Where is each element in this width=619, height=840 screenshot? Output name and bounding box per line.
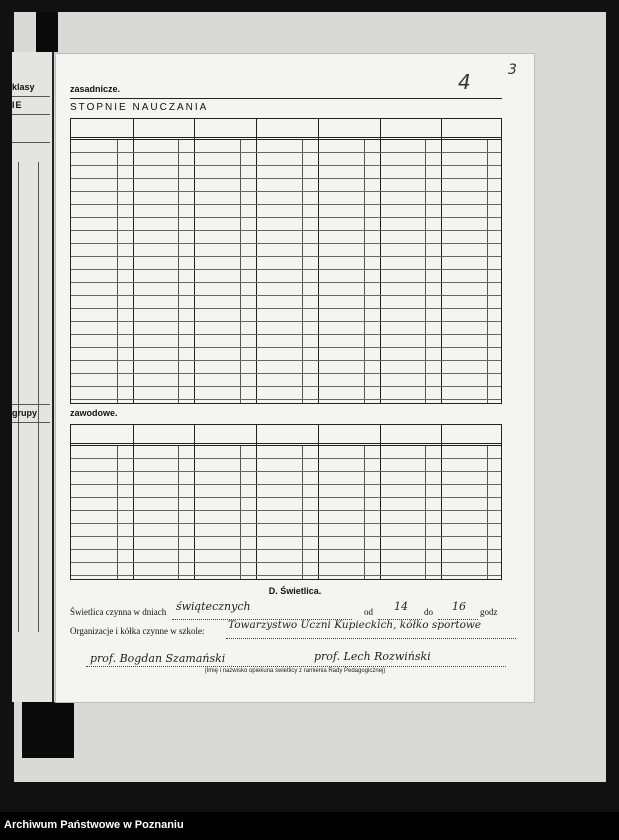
- grid-subcolumn-line: [302, 445, 303, 579]
- grid-row-line: [71, 295, 501, 296]
- grid-row-line: [71, 399, 501, 400]
- left-strip-vrule: [18, 162, 19, 632]
- grid-subcolumn-line: [240, 445, 241, 579]
- from-label: od: [364, 607, 373, 617]
- grid-row-line: [71, 282, 501, 283]
- grid-row-line: [71, 484, 501, 485]
- from-value: 14: [394, 600, 408, 613]
- grid-column-line: [256, 425, 257, 579]
- grid-row-line: [71, 204, 501, 205]
- grid-row-line: [71, 347, 501, 348]
- guardian-2: prof. Lech Rozwiński: [314, 650, 431, 663]
- grid-subcolumn-line: [117, 445, 118, 579]
- grid-row-line: [71, 308, 501, 309]
- grid-header-line: [71, 443, 501, 444]
- to-value: 16: [452, 600, 466, 613]
- section-vocational-label: zawodowe.: [70, 408, 118, 418]
- grid-row-line: [71, 360, 501, 361]
- grid-row-line: [71, 510, 501, 511]
- grid-row-line: [71, 165, 501, 166]
- grid-subcolumn-line: [487, 445, 488, 579]
- grid-header-line: [71, 445, 501, 446]
- section-rule: [70, 98, 502, 99]
- grid-row-line: [71, 471, 501, 472]
- grid-column-line: [318, 425, 319, 579]
- grid-row-line: [71, 152, 501, 153]
- grid-row-line: [71, 191, 501, 192]
- guardian-line: [86, 666, 506, 667]
- grid-row-line: [71, 549, 501, 550]
- club-section-title: D. Świetlica.: [268, 586, 322, 596]
- orgs-value: Towarzystwo Uczni Kupieckich, kółko sportowe: [228, 619, 482, 631]
- club-days-value: świątecznych: [176, 600, 251, 613]
- grid-row-line: [71, 230, 501, 231]
- grid-row-line: [71, 373, 501, 374]
- left-strip-rule: [12, 422, 50, 423]
- to-label: do: [424, 607, 433, 617]
- left-strip-rule: [12, 142, 50, 143]
- grid-row-line: [71, 523, 501, 524]
- grid-row-line: [71, 243, 501, 244]
- grid-subcolumn-line: [364, 445, 365, 579]
- grid-row-line: [71, 575, 501, 576]
- grid-row-line: [71, 562, 501, 563]
- grid-subcolumn-line: [178, 445, 179, 579]
- left-strip-rule: [12, 96, 50, 97]
- orgs-label: Organizacje i kółka czynne w szkole:: [70, 626, 205, 636]
- grid-row-line: [71, 536, 501, 537]
- grid-row-line: [71, 334, 501, 335]
- page-number: 4: [458, 70, 471, 94]
- section-basic-label: zasadnicze.: [70, 84, 121, 94]
- grid-row-line: [71, 321, 501, 322]
- grid-row-line: [71, 256, 501, 257]
- grid-subcolumn-line: [425, 445, 426, 579]
- grid-row-line: [71, 178, 501, 179]
- left-strip-rule: [12, 114, 50, 115]
- hours-label: godz: [480, 607, 498, 617]
- archive-name: Archiwum Państwowe w Poznaniu: [4, 819, 184, 831]
- left-strip-label-grupy: grupy: [12, 408, 38, 418]
- orgs-line: [226, 638, 516, 639]
- left-page-strip: [12, 52, 54, 702]
- left-strip-vrule: [38, 162, 39, 632]
- left-strip-rule: [12, 404, 50, 405]
- grid-column-line: [441, 425, 442, 579]
- grid-row-line: [71, 386, 501, 387]
- binding-tab-bottom: [22, 702, 74, 758]
- left-strip-label-klasy: klasy: [12, 82, 35, 92]
- grid-row-line: [71, 497, 501, 498]
- grid-row-line: [71, 269, 501, 270]
- left-strip-label-ie: IE: [12, 100, 23, 110]
- grid-column-line: [380, 425, 381, 579]
- form-sheet: [56, 54, 534, 702]
- guardian-caption: (Imię i nazwisko opiekuna świetlicy z ramienia Rady Pedagogicznej): [204, 668, 386, 674]
- grid-row-line: [71, 217, 501, 218]
- page-mark: 3: [508, 62, 517, 78]
- grid-row-line: [71, 458, 501, 459]
- teaching-levels-heading: STOPNIE NAUCZANIA: [70, 102, 209, 113]
- grid-column-line: [194, 425, 195, 579]
- grid-header-line: [71, 137, 501, 138]
- vocational-grid: [70, 424, 502, 580]
- teaching-levels-grid: [70, 118, 502, 404]
- guardian-1: prof. Bogdan Szamański: [90, 652, 226, 665]
- club-days-label: Świetlica czynna w dniach: [70, 607, 167, 617]
- binding-tab-top: [36, 12, 58, 52]
- archive-footer: [0, 812, 619, 840]
- grid-column-line: [133, 425, 134, 579]
- grid-header-line: [71, 139, 501, 140]
